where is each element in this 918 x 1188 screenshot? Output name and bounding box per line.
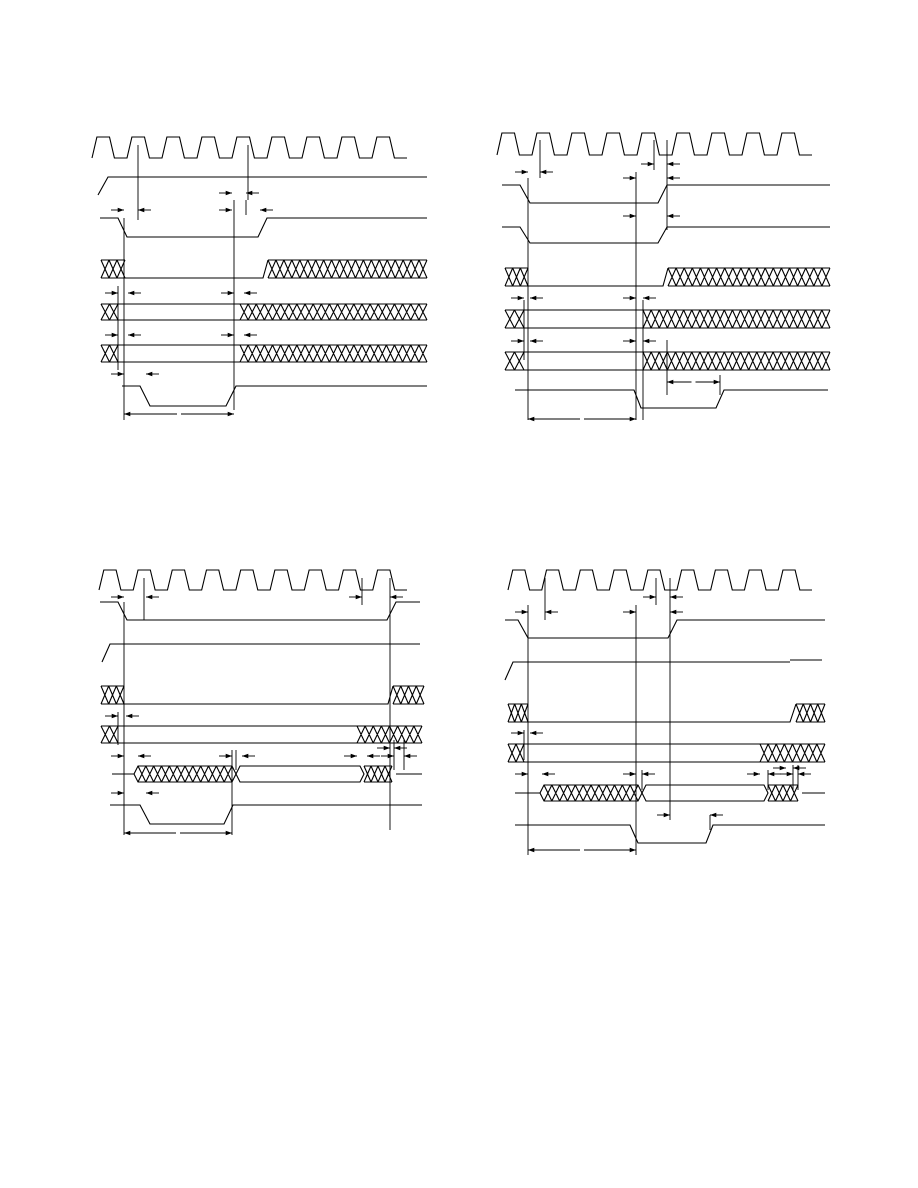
signal-5-invalid-start bbox=[505, 352, 524, 370]
signal-3-invalid-start bbox=[101, 686, 124, 704]
signal-6-waveform bbox=[110, 805, 422, 824]
signal-3-invalid-start bbox=[508, 704, 528, 722]
signal-5-invalid-end bbox=[643, 352, 830, 370]
timing-diagram-2 bbox=[497, 133, 830, 420]
signal-5-invalid-end bbox=[240, 304, 427, 320]
timing-diagram-1 bbox=[92, 137, 427, 420]
clock-waveform bbox=[92, 137, 407, 158]
signal-3-waveform bbox=[528, 268, 668, 286]
signal-3-invalid-end bbox=[796, 704, 825, 722]
signal-2-waveform bbox=[102, 644, 420, 662]
signal-4-invalid-end bbox=[643, 310, 830, 328]
signal-4-invalid-end bbox=[357, 726, 422, 743]
signal-4-invalid-start bbox=[505, 310, 524, 328]
signal-5-invalid-start bbox=[101, 304, 118, 320]
signal-2-waveform bbox=[502, 227, 830, 243]
signal-4-valid bbox=[524, 744, 760, 762]
signal-2-waveform bbox=[505, 660, 822, 680]
signal-4-invalid-start bbox=[101, 726, 118, 743]
clock-waveform bbox=[508, 570, 812, 590]
signal-3-invalid-end bbox=[668, 268, 830, 286]
signal-5-invalid-1 bbox=[138, 766, 232, 782]
signal-5-valid bbox=[642, 785, 768, 801]
signal-4-valid bbox=[524, 310, 643, 328]
signal-1-waveform bbox=[505, 620, 825, 638]
clock-waveform bbox=[497, 133, 812, 155]
signal-3-waveform bbox=[124, 686, 393, 704]
signal-7-waveform bbox=[122, 386, 427, 406]
signal-5-invalid-1 bbox=[544, 785, 638, 801]
signal-3-waveform bbox=[528, 704, 796, 722]
signal-6-invalid-end bbox=[240, 345, 427, 362]
signal-6-waveform bbox=[515, 390, 828, 408]
signal-4-valid bbox=[118, 726, 357, 743]
signal-1-waveform bbox=[100, 602, 420, 620]
signal-1-waveform bbox=[502, 185, 830, 203]
signal-3-invalid-start bbox=[505, 268, 528, 286]
signal-6-invalid-start bbox=[101, 345, 118, 362]
signal-5-invalid-2 bbox=[364, 766, 392, 782]
signal-4-invalid-start bbox=[101, 260, 125, 278]
clock-waveform bbox=[99, 570, 407, 590]
timing-diagram-3 bbox=[99, 570, 424, 835]
signal-3-waveform bbox=[100, 218, 427, 237]
signal-4-invalid-start bbox=[508, 744, 524, 762]
signal-3-invalid-end bbox=[393, 686, 424, 704]
signal-5-valid bbox=[524, 352, 643, 370]
signal-4-invalid-end bbox=[760, 744, 825, 762]
signal-4-waveform bbox=[125, 260, 268, 278]
timing-diagram-4 bbox=[505, 570, 825, 855]
signal-4-invalid-end bbox=[268, 260, 427, 278]
signal-5-valid bbox=[236, 766, 364, 782]
signal-2-waveform bbox=[98, 177, 427, 195]
signal-5-valid bbox=[118, 304, 240, 320]
signal-6-valid bbox=[118, 345, 240, 362]
signal-6-waveform bbox=[515, 825, 825, 843]
signal-5-invalid-2 bbox=[768, 785, 798, 801]
